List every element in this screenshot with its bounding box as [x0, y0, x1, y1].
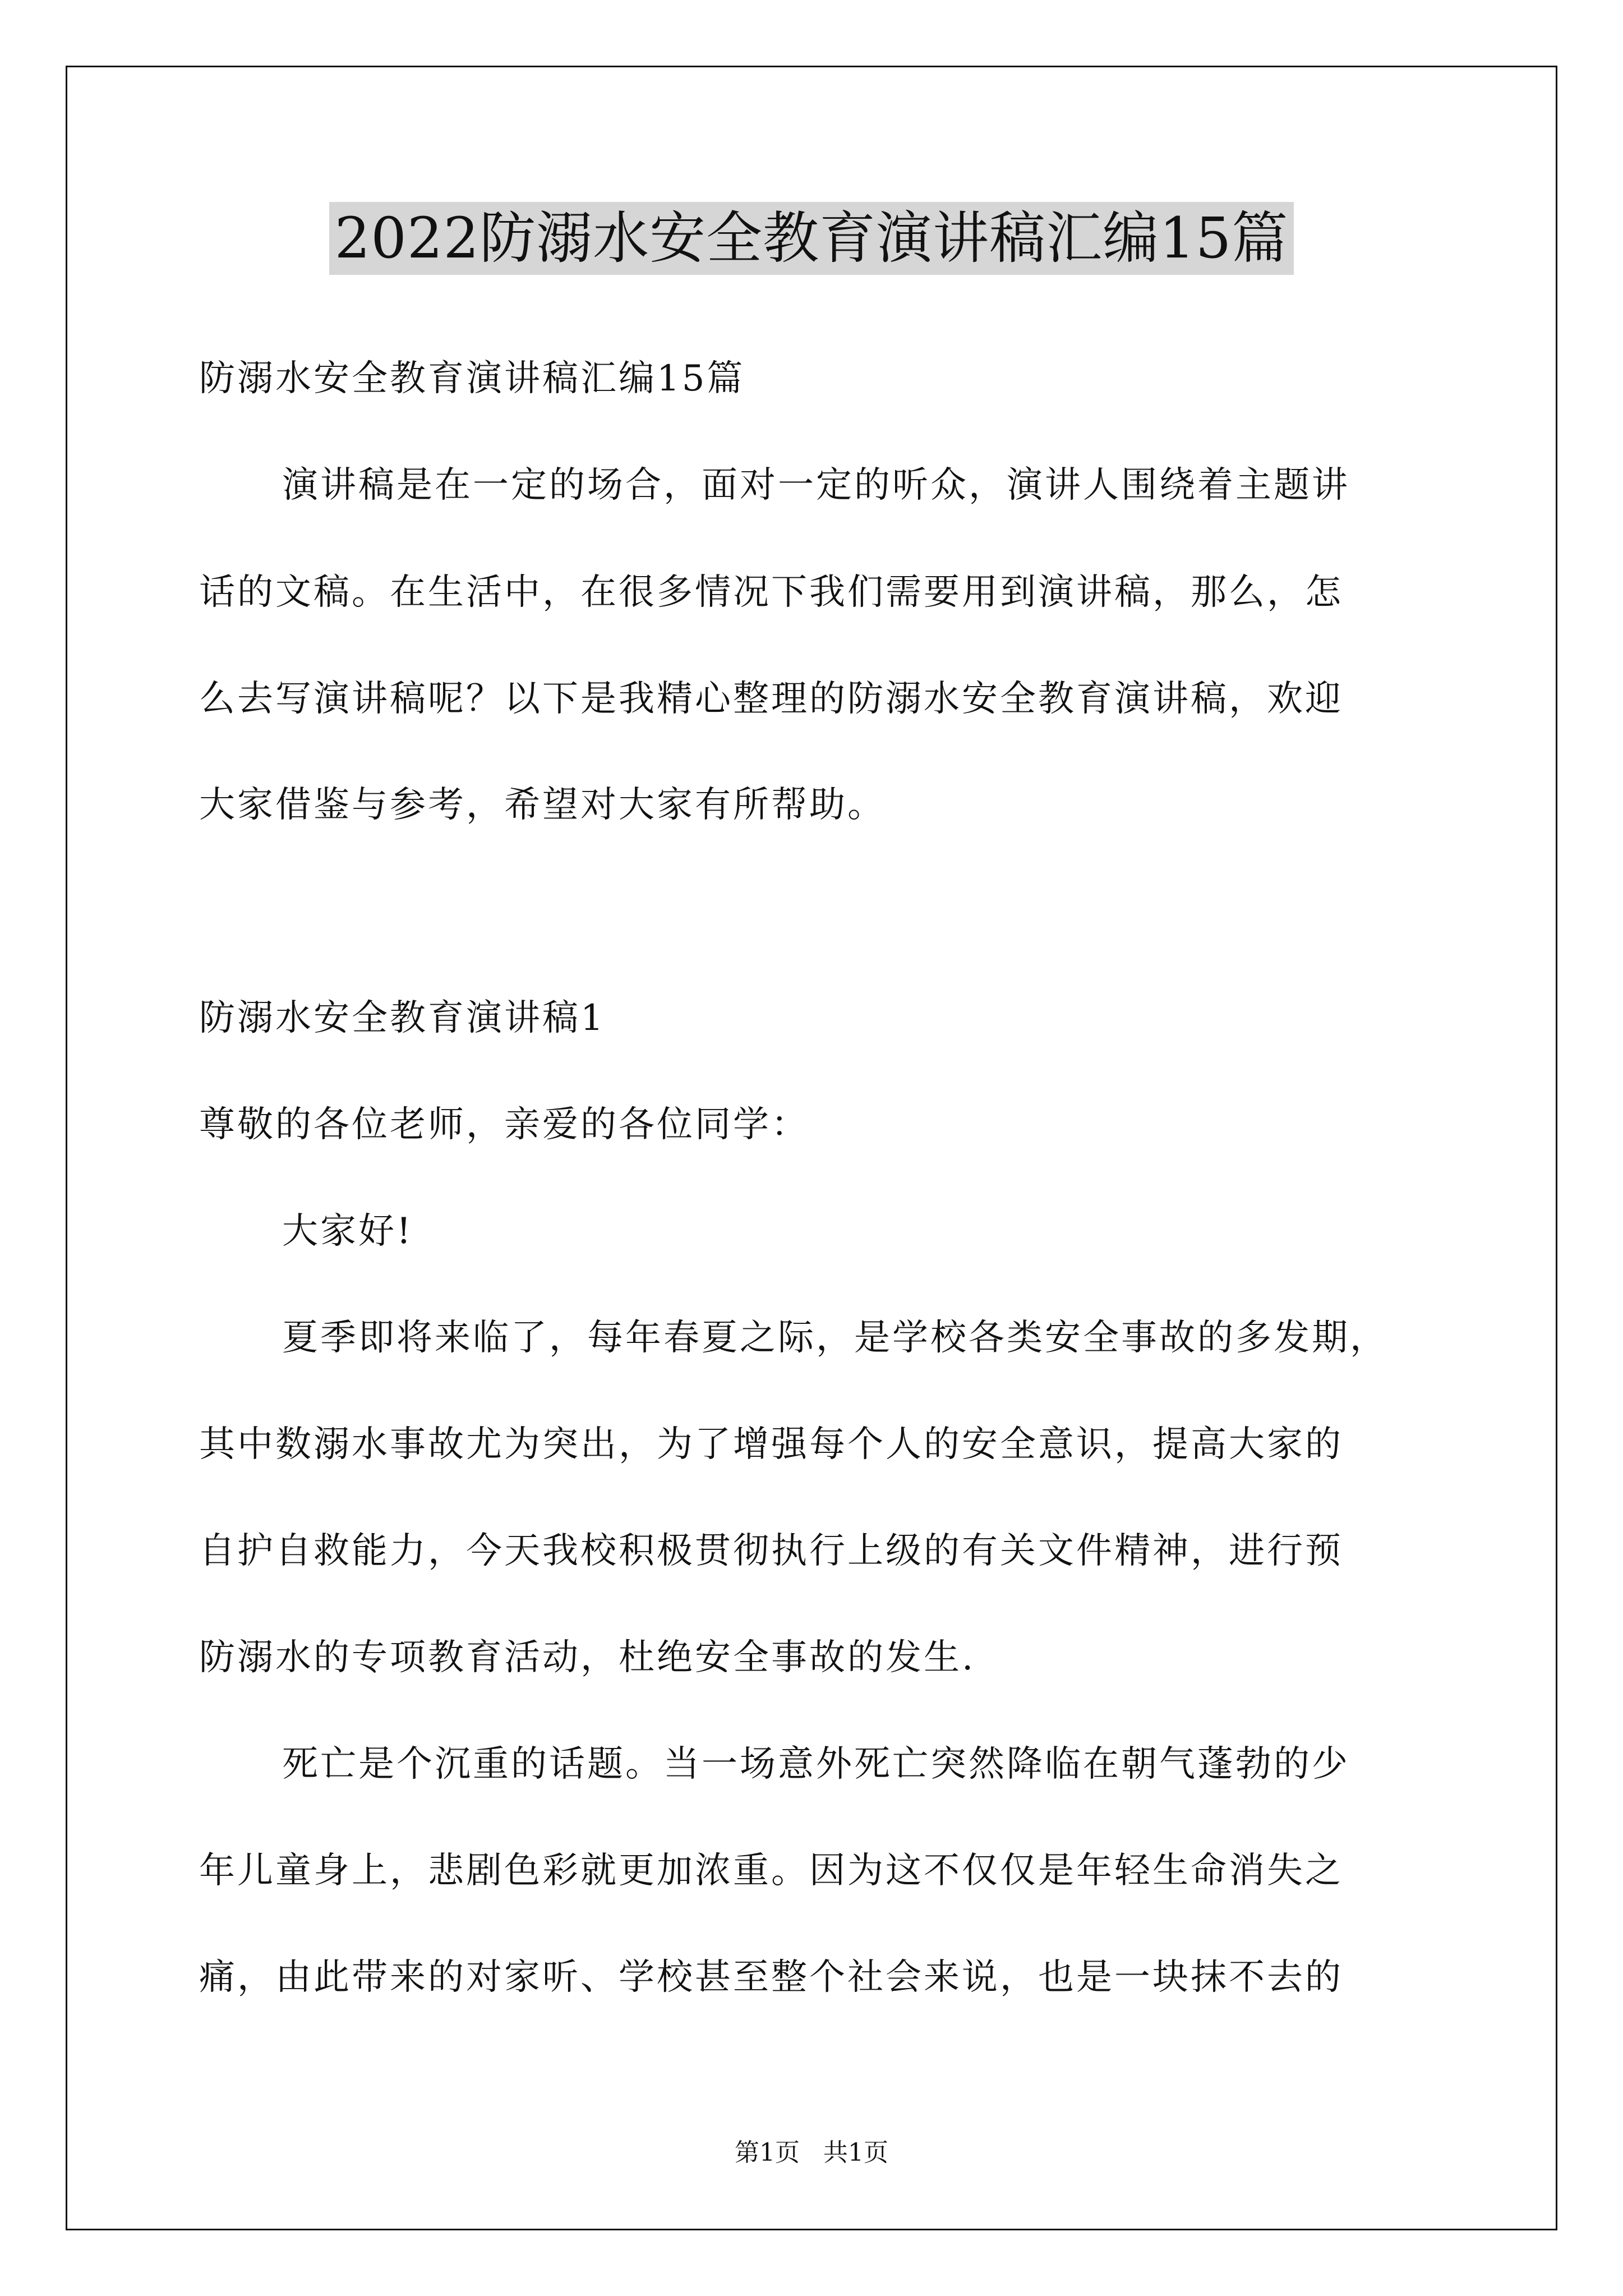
paragraph-line: 年儿童身上，悲剧色彩就更加浓重。因为这不仅仅是年轻生命消失之 [199, 1850, 1343, 1892]
intro-line: 话的文稿。在生活中，在很多情况下我们需要用到演讲稿，那么，怎 [199, 572, 1343, 613]
intro-line: 大家借鉴与参考，希望对大家有所帮助。 [199, 784, 886, 826]
greeting: 大家好! [282, 1211, 413, 1252]
salutation: 尊敬的各位老师，亲爱的各位同学： [199, 1104, 809, 1145]
section-heading: 防溺水安全教育演讲稿1 [199, 997, 606, 1039]
intro-line: 演讲稿是在一定的场合，面对一定的听众，演讲人围绕着主题讲 [282, 464, 1350, 506]
paragraph-line: 自护自救能力，今天我校积极贯彻执行上级的有关文件精神，进行预 [199, 1530, 1343, 1572]
page-footer: 第1页 共1页 [735, 2138, 888, 2167]
document-title: 2022防溺水安全教育演讲稿汇编15篇 [329, 202, 1294, 275]
paragraph-line: 死亡是个沉重的话题。当一场意外死亡突然降临在朝气蓬勃的少 [282, 1743, 1350, 1785]
paragraph-line: 痛，由此带来的对家听、学校甚至整个社会来说，也是一块抹不去的 [199, 1957, 1343, 1998]
intro-line: 么去写演讲稿呢？以下是我精心整理的防溺水安全教育演讲稿，欢迎 [199, 678, 1343, 720]
paragraph-line: 夏季即将来临了，每年春夏之际，是学校各类安全事故的多发期， [282, 1317, 1388, 1359]
document-subtitle: 防溺水安全教育演讲稿汇编15篇 [199, 358, 745, 399]
paragraph-line: 防溺水的专项教育活动，杜绝安全事故的发生. [199, 1637, 976, 1678]
title-wrap [0, 202, 1623, 275]
paragraph-line: 其中数溺水事故尤为突出，为了增强每个人的安全意识，提高大家的 [199, 1424, 1343, 1465]
